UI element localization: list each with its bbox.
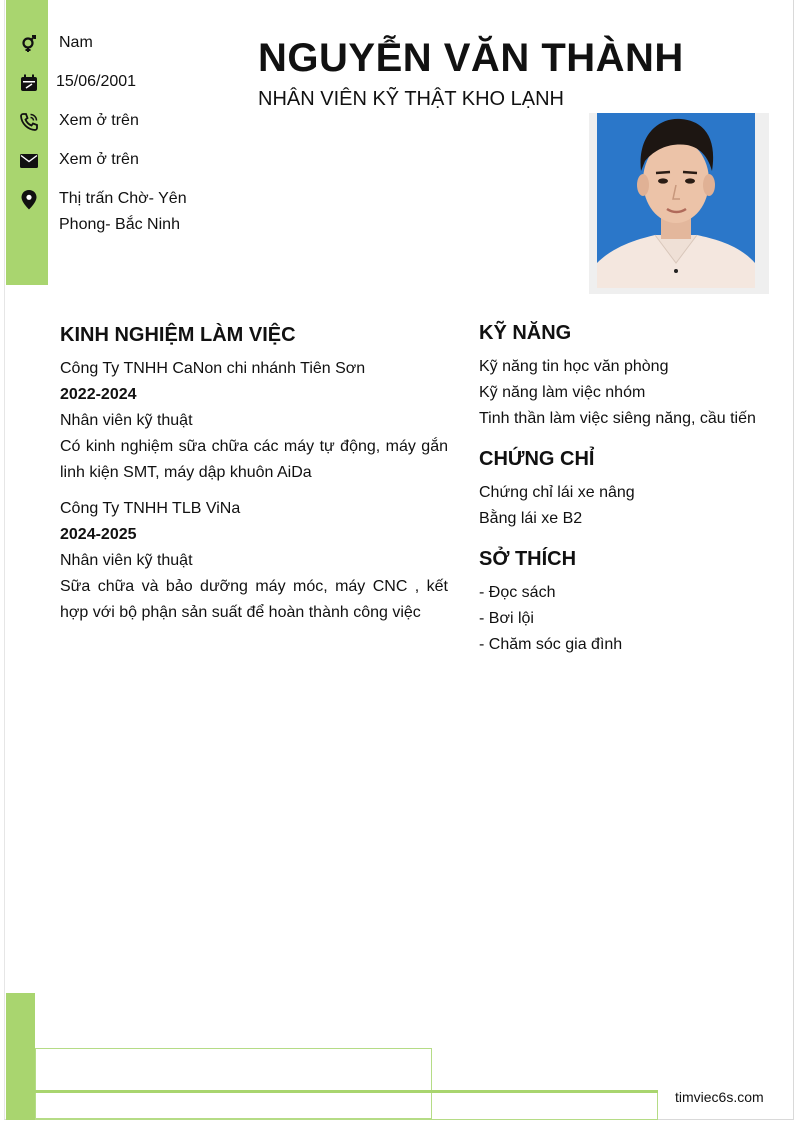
skill-item: Kỹ năng làm việc nhóm [479,384,646,401]
job-1-position: Nhân viên kỹ thuật [60,412,193,429]
hobby-item: - Đọc sách [479,584,556,601]
experience-heading: KINH NGHIỆM LÀM VIỆC [60,324,296,346]
certificate-item: Chứng chỉ lái xe nâng [479,484,635,501]
envelope-icon [18,150,40,172]
job-1-company: Công Ty TNHH CaNon chi nhánh Tiên Sơn [60,360,366,377]
calendar-icon [18,72,40,94]
skill-item: Tinh thần làm việc siêng năng, cầu tiến [479,410,756,427]
hobbies-heading: SỞ THÍCH [479,548,577,570]
hobby-item: - Bơi lội [479,610,534,627]
footer-outline-strip [35,1093,658,1120]
contact-gender [18,34,93,55]
job-1-period: 2022-2024 [60,386,137,403]
birthday-value: 15/06/2001 [56,73,137,90]
certificate-item: Bằng lái xe B2 [479,510,583,527]
skill-item: Kỹ năng tin học văn phòng [479,358,669,375]
sidebar-sections [479,318,765,658]
skills-heading: KỸ NĂNG [479,322,572,344]
contact-address [18,190,187,233]
job-2-period: 2024-2025 [60,526,137,543]
contact-email [18,151,139,172]
job-1-description: Có kinh nghiệm sữa chữa các máy tự động, máy gắn linh kiện SMT, máy dập khuôn AiDa [60,438,448,481]
certificates-heading: CHỨNG CHỈ [479,448,595,470]
address-line1: Thị trấn Chờ- Yên [59,190,187,207]
hobby-item: - Chăm sóc gia đình [479,636,623,653]
job-2-description: Sữa chữa và bảo dưỡng máy móc, máy CNC , kết hợp với bộ phận sản suất để hoàn thành công việc [60,578,448,621]
email-value: Xem ở trên [59,151,139,168]
gender-icon [18,33,40,55]
phone-icon [18,111,40,133]
location-pin-icon [18,189,40,211]
job-title: NHÂN VIÊN KỸ THẬT KHO LẠNH [258,88,564,110]
contact-phone [18,112,139,133]
candidate-name: NGUYỄN VĂN THÀNH [258,36,684,80]
gender-value: Nam [59,34,93,51]
contact-birthday [18,73,137,94]
job-2-position: Nhân viên kỹ thuật [60,552,193,569]
experience-section [60,320,448,626]
footer-accent-bar [6,993,35,1120]
profile-photo [589,113,769,294]
job-2-company: Công Ty TNHH TLB ViNa [60,500,241,517]
phone-value: Xem ở trên [59,112,139,129]
address-line2: Phong- Bắc Ninh [59,216,180,233]
footer-site-link[interactable]: timviec6s.com [675,1089,764,1105]
